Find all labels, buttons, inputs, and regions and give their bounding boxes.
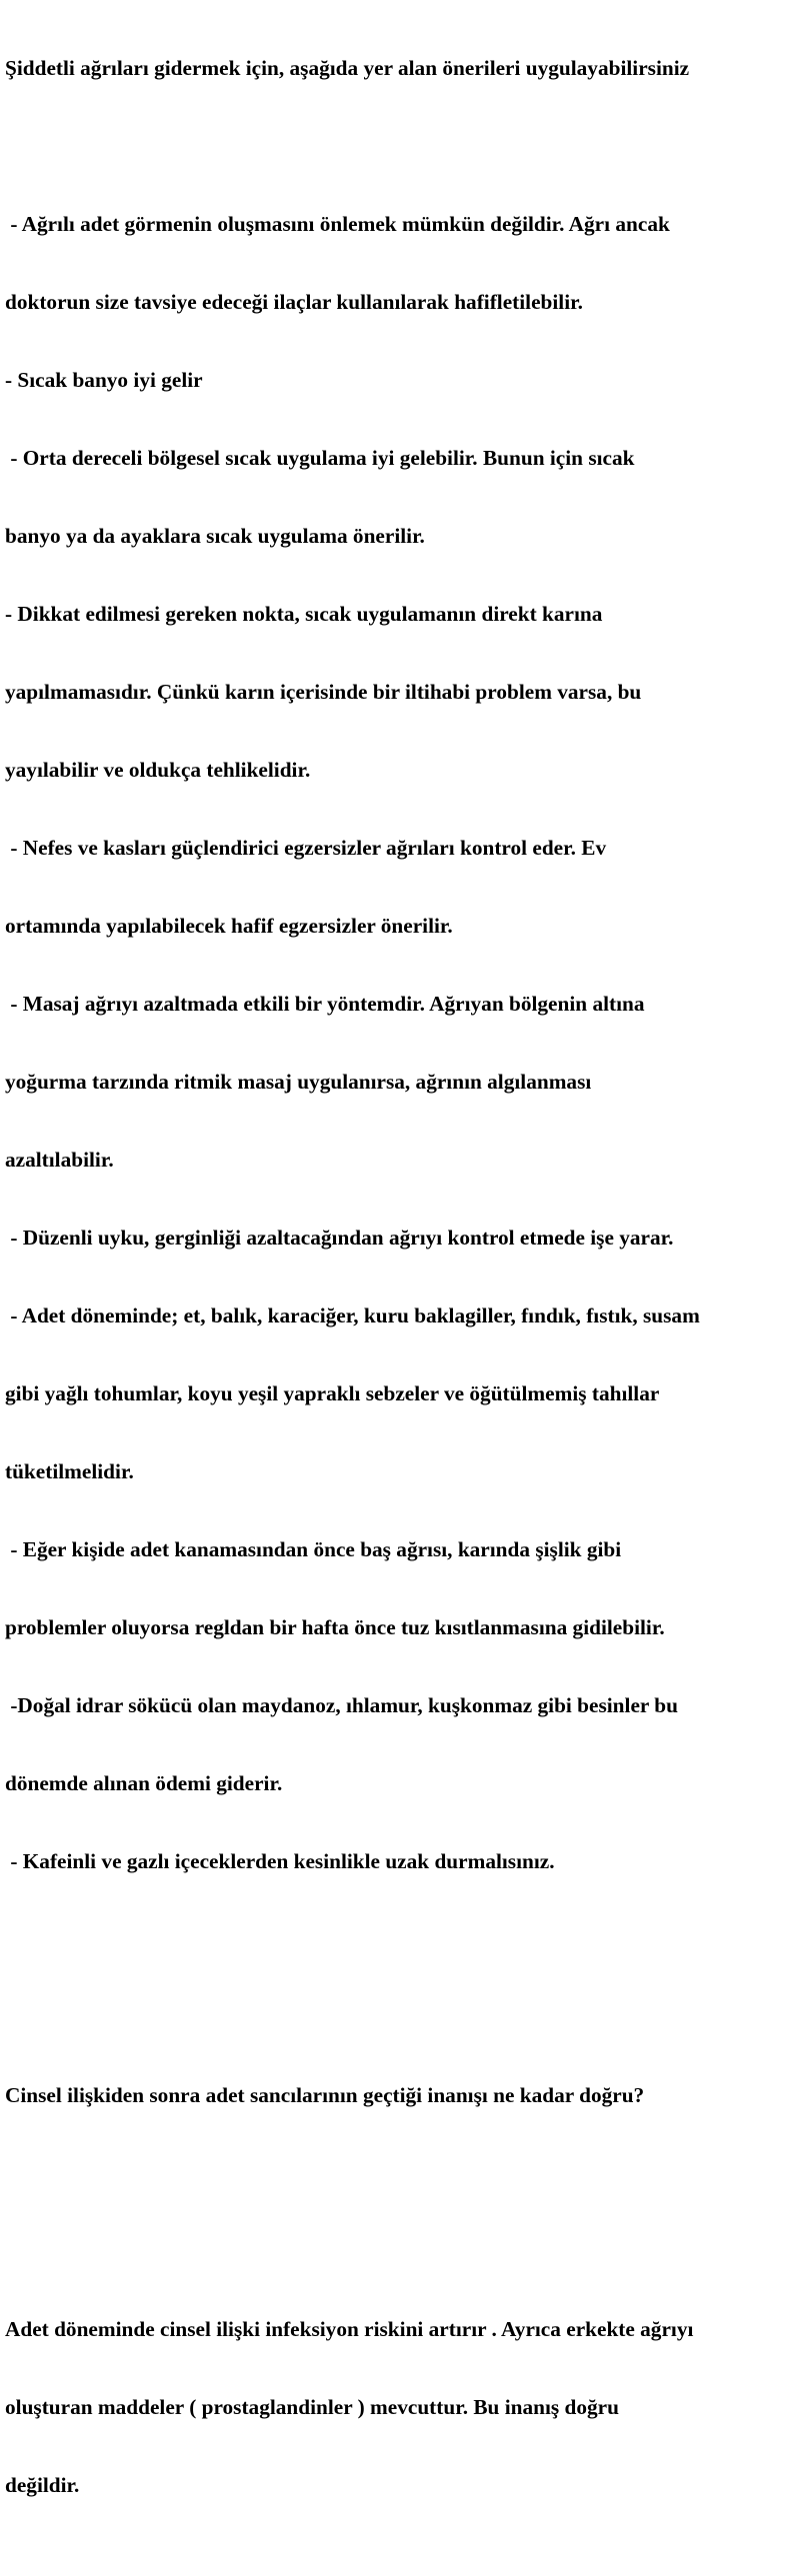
answer-line: Adet döneminde cinsel ilişki infeksiyon riskini artırır . Ayrıca erkekte ağrıyı xyxy=(5,2317,694,2341)
tip-line: dönemde alınan ödemi giderir. xyxy=(5,1771,283,1795)
tip-line: banyo ya da ayaklara sıcak uygulama önerilir. xyxy=(5,524,425,548)
answer-paragraph xyxy=(5,2264,791,2550)
spacer xyxy=(5,2160,791,2186)
tip-line: - Sıcak banyo iyi gelir xyxy=(5,368,203,392)
tip-line: azaltılabilir. xyxy=(5,1148,114,1172)
spacer xyxy=(5,2004,791,2030)
intro-text: Şiddetli ağrıları gidermek için, aşağıda yer alan önerileri uygulayabilirsiniz xyxy=(5,56,690,80)
tip-line: doktorun size tavsiye edeceği ilaçlar kullanılarak hafifletilebilir. xyxy=(5,290,583,314)
tip-line: - Nefes ve kasları güçlendirici egzersizler ağrıları kontrol eder. Ev xyxy=(5,836,607,860)
tip-line: - Orta dereceli bölgesel sıcak uygulama iyi gelebilir. Bunun için sıcak xyxy=(5,446,635,470)
answer-line: değildir. xyxy=(5,2473,80,2497)
question-heading: Cinsel ilişkiden sonra adet sancılarının geçtiği inanışı ne kadar doğru? xyxy=(5,2083,645,2107)
tip-line: - Masaj ağrıyı azaltmada etkili bir yöntemdir. Ağrıyan bölgenin altına xyxy=(5,992,645,1016)
tip-line: problemler oluyorsa regldan bir hafta önce tuz kısıtlanmasına gidilebilir. xyxy=(5,1615,665,1639)
tip-line: - Dikkat edilmesi gereken nokta, sıcak uygulamanın direkt karına xyxy=(5,602,603,626)
tip-line: gibi yağlı tohumlar, koyu yeşil yapraklı sebzeler ve öğütülmemiş tahıllar xyxy=(5,1381,660,1405)
tips-list xyxy=(5,159,791,1926)
tip-line: yoğurma tarzında ritmik masaj uygulanırsa, ağrının algılanması xyxy=(5,1070,592,1094)
tip-line: tüketilmelidir. xyxy=(5,1459,134,1483)
tip-line: ortamında yapılabilecek hafif egzersizler önerilir. xyxy=(5,914,453,938)
tip-line: - Adet döneminde; et, balık, karaciğer, kuru baklagiller, fındık, fıstık, susam xyxy=(5,1303,700,1327)
article-body xyxy=(5,3,791,2576)
tip-line: - Ağrılı adet görmenin oluşmasını önlemek mümkün değildir. Ağrı ancak xyxy=(5,212,670,236)
tip-line: - Eğer kişide adet kanamasından önce baş ağrısı, karında şişlik gibi xyxy=(5,1537,622,1561)
tip-line: - Kafeinli ve gazlı içeceklerden kesinlikle uzak durmalısınız. xyxy=(5,1849,555,1873)
tip-line: yapılmamasıdır. Çünkü karın içerisinde bir iltihabi problem varsa, bu xyxy=(5,680,642,704)
tip-line: - Düzenli uyku, gerginliği azaltacağından ağrıyı kontrol etmede işe yarar. xyxy=(5,1226,674,1250)
tip-line: yayılabilir ve oldukça tehlikelidir. xyxy=(5,758,311,782)
answer-line: oluşturan maddeler ( prostaglandinler ) mevcuttur. Bu inanış doğru xyxy=(5,2395,619,2419)
tip-line: -Doğal idrar sökücü olan maydanoz, ıhlamur, kuşkonmaz gibi besinler bu xyxy=(5,1693,678,1717)
